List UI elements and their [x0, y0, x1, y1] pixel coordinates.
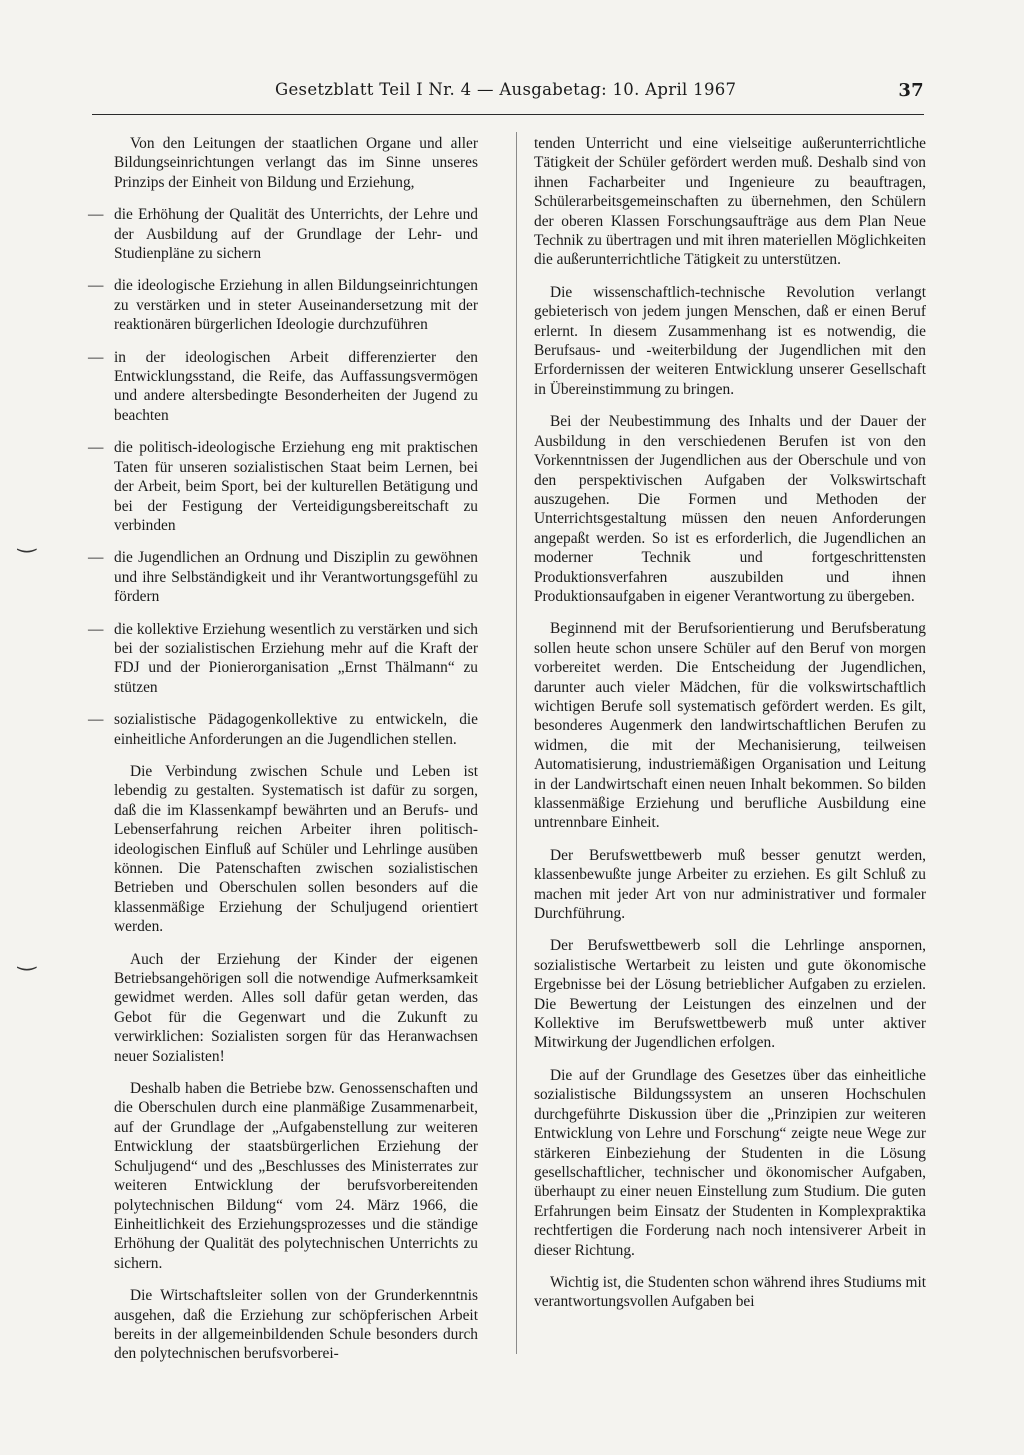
paragraph: Die wissenschaftlich-technische Revolution verlangt gebieterisch von jedem jungen Menschen, daß er einen Beruf erlernt. In diesem Zusammenhang ist es notwendig, die Berufsaus- und -weiterbildung der Jugendlichen mit den Erfordernissen der weiteren Entwicklung unserer Gesellschaft in Übereinstimmung zu bringen. [534, 283, 926, 398]
left-column [114, 134, 478, 1377]
paragraph: Auch der Erziehung der Kinder der eigenen Betriebsangehörigen soll die notwendige Aufmerksamkeit gewidmet werden. Alles soll dafür getan werden, das Gebot für die Gegenwart und die Zukunft zu verwirklichen: Sozialisten sorgen für das Heranwachsen neuer Sozialisten! [114, 950, 478, 1065]
paragraph: Beginnend mit der Berufsorientierung und Berufsberatung sollen heute schon unsere Schüler auf den Beruf von morgen vorbereitet werden. Die Entscheidung der Jugendlichen, darunter auch vieler Mädchen, für die volkswirtschaftlich wichtigen Berufe soll systematisch gefördert werden. Es gilt, besonderes Augenmerk den landwirtschaftlichen Berufen zu widmen, die mit der Mechanisierung, teilweisen Automatisierung, industriemäßigen Organisation und Leitung in der Landwirtschaft einen neuen Inhalt bekommen. So bilden klassenmäßige Erziehung und berufliche Ausbildung eine untrennbare Einheit. [534, 620, 926, 832]
list-item: — die politisch-ideologische Erziehung eng mit praktischen Taten für unseren sozialistischen Staat beim Lernen, bei der Arbeit, beim Sport, bei der kulturellen Betätigung und bei der Festigung der Verteidigungsbereitschaft zu verbinden [114, 438, 478, 535]
paragraph: Deshalb haben die Betriebe bzw. Genossenschaften und die Oberschulen durch eine planmäßige Zusammenarbeit, auf der Grundlage der „Aufgabenstellung zur weiteren Entwicklung der staatsbürgerlichen Erziehung der Schuljugend“ und des „Beschlusses des Ministerrates zur weiteren Entwicklung der berufsvorbereitenden polytechnischen Bildung“ vom 24. März 1966, die Einheitlichkeit des Erziehungsprozesses und die ständige Erhöhung der Qualität des polytechnischen Unterrichts zu sichern. [114, 1080, 478, 1272]
page-header [92, 80, 924, 104]
continued-paragraph: tenden Unterricht und eine vielseitige außerunterrichtliche Tätigkeit der Schüler gefördert werden muß. Deshalb sind von ihnen Facharbeiter und Ingenieure zu beauftragen, Schülerarbeitsgemeinschaften zu übernehmen, den Schülern der oberen Klassen Forschungsaufträge aus dem Plan Neue Technik zu übertragen und mit ihren materiellen Möglichkeiten die außerunterrichtliche Tätigkeit zu unterstützen. [534, 135, 926, 269]
paragraph: Bei der Neubestimmung des Inhalts und der Dauer der Ausbildung in den verschiedenen Berufen ist von den Vorkenntnissen der Jugendlichen aus der Oberschule und von den perspektivischen Aufgaben der Volkswirtschaft auszugehen. Die Formen und Methoden der Unterrichtsgestaltung müssen den neuen Anforderungen angepaßt werden. So ist es erforderlich, die Jugendlichen an moderner Technik und fortgeschrittensten Produktionsverfahren auszubilden und ihnen Produktionsaufgaben in eigener Verantwortung zu übergeben. [534, 413, 926, 605]
margin-mark: ‿ [18, 528, 36, 553]
margin-mark: ‿ [18, 946, 36, 971]
list-item: — die Jugendlichen an Ordnung und Disziplin zu gewöhnen und ihre Selbständigkeit und ihr Verantwortungsgefühl zu fördern [114, 548, 478, 606]
list-item: — die kollektive Erziehung wesentlich zu verstärken und sich bei der sozialistischen Erziehung mehr auf die Kraft der FDJ und der Pionierorganisation „Ernst Thälmann“ zu stützen [114, 620, 478, 698]
list-item: — in der ideologischen Arbeit differenzierter den Entwicklungsstand, die Reife, das Auffassungsvermögen und andere altersbedingte Besonderheiten der Jugend zu beachten [114, 348, 478, 426]
paragraph: Wichtig ist, die Studenten schon während ihres Studiums mit verantwortungsvollen Aufgaben bei [534, 1273, 926, 1311]
list-item: — die ideologische Erziehung in allen Bildungseinrichtungen zu verstärken und in steter Auseinandersetzung mit der reaktionären bürgerlichen Ideologie durchzuführen [114, 276, 478, 334]
list-item: — sozialistische Pädagogenkollektive zu entwickeln, die einheitliche Anforderungen an die Jugendlichen stellen. [114, 710, 478, 749]
header-rule [92, 114, 924, 115]
right-column [534, 134, 926, 1325]
paragraph: Die Wirtschaftsleiter sollen von der Grunderkenntnis ausgehen, daß die Erziehung zur schöpferischen Arbeit bereits in der allgemeinbildenden Schule besonders durch den polytechnischen berufsvorberei- [114, 1287, 478, 1363]
paragraph: Der Berufswettbewerb muß besser genutzt werden, klassenbewußte junge Arbeiter zu erziehen. Es gilt Schluß zu machen mit jeder Art von nur administrativer und formaler Durchführung. [534, 846, 926, 923]
header-title: Gesetzblatt Teil I Nr. 4 — Ausgabetag: 10. April 1967 [275, 80, 737, 99]
column-divider [516, 132, 517, 1354]
paragraph: Der Berufswettbewerb soll die Lehrlinge anspornen, sozialistische Wertarbeit zu leisten und gute ökonomische Ergebnisse bei der Lösung betrieblicher Aufgaben zu erzielen. Die Bewertung der Leistungen des einzelnen und der Kollektive im Berufswettbewerb muß unter aktiver Mitwirkung der Jugendlichen erfolgen. [534, 937, 926, 1052]
intro-paragraph: Von den Leitungen der staatlichen Organe und aller Bildungseinrichtungen verlangt das im Sinne unseres Prinzips der Einheit von Bildung und Erziehung, [114, 135, 478, 191]
page-number: 37 [898, 80, 924, 101]
requirements-list [114, 205, 478, 749]
list-item: — die Erhöhung der Qualität des Unterrichts, der Lehre und der Ausbildung auf der Grundlage der Lehr- und Studienpläne zu sichern [114, 205, 478, 263]
paragraph: Die auf der Grundlage des Gesetzes über das einheitliche sozialistische Bildungssystem an unseren Hochschulen durchgeführte Diskussion über die „Prinzipien zur weiteren Entwicklung von Lehre und Forschung“ zeigte neue Wege zur stärkeren Einbeziehung der Studenten in die Lösung gesellschaftlicher, technischer und ökonomischer Aufgaben, überhaupt zu einer neuen Einstellung zum Studium. Die guten Erfahrungen beim Einsatz der Studenten in Komplexpraktika rechtfertigen die Forderung nach noch intensiverer Arbeit in dieser Richtung. [534, 1066, 926, 1259]
paragraph: Die Verbindung zwischen Schule und Leben ist lebendig zu gestalten. Systematisch ist dafür zu sorgen, daß die im Klassenkampf bewährten und an Berufs- und Lebenserfahrung reichen Arbeiter ihren politisch-ideologischen Einfluß auf Schüler und Lehrlinge ausüben können. Die Patenschaften zwischen sozialistischen Betrieben und Oberschulen sollen besonders auf die klassenmäßige Erziehung der Schuljugend orientiert werden. [114, 762, 478, 936]
